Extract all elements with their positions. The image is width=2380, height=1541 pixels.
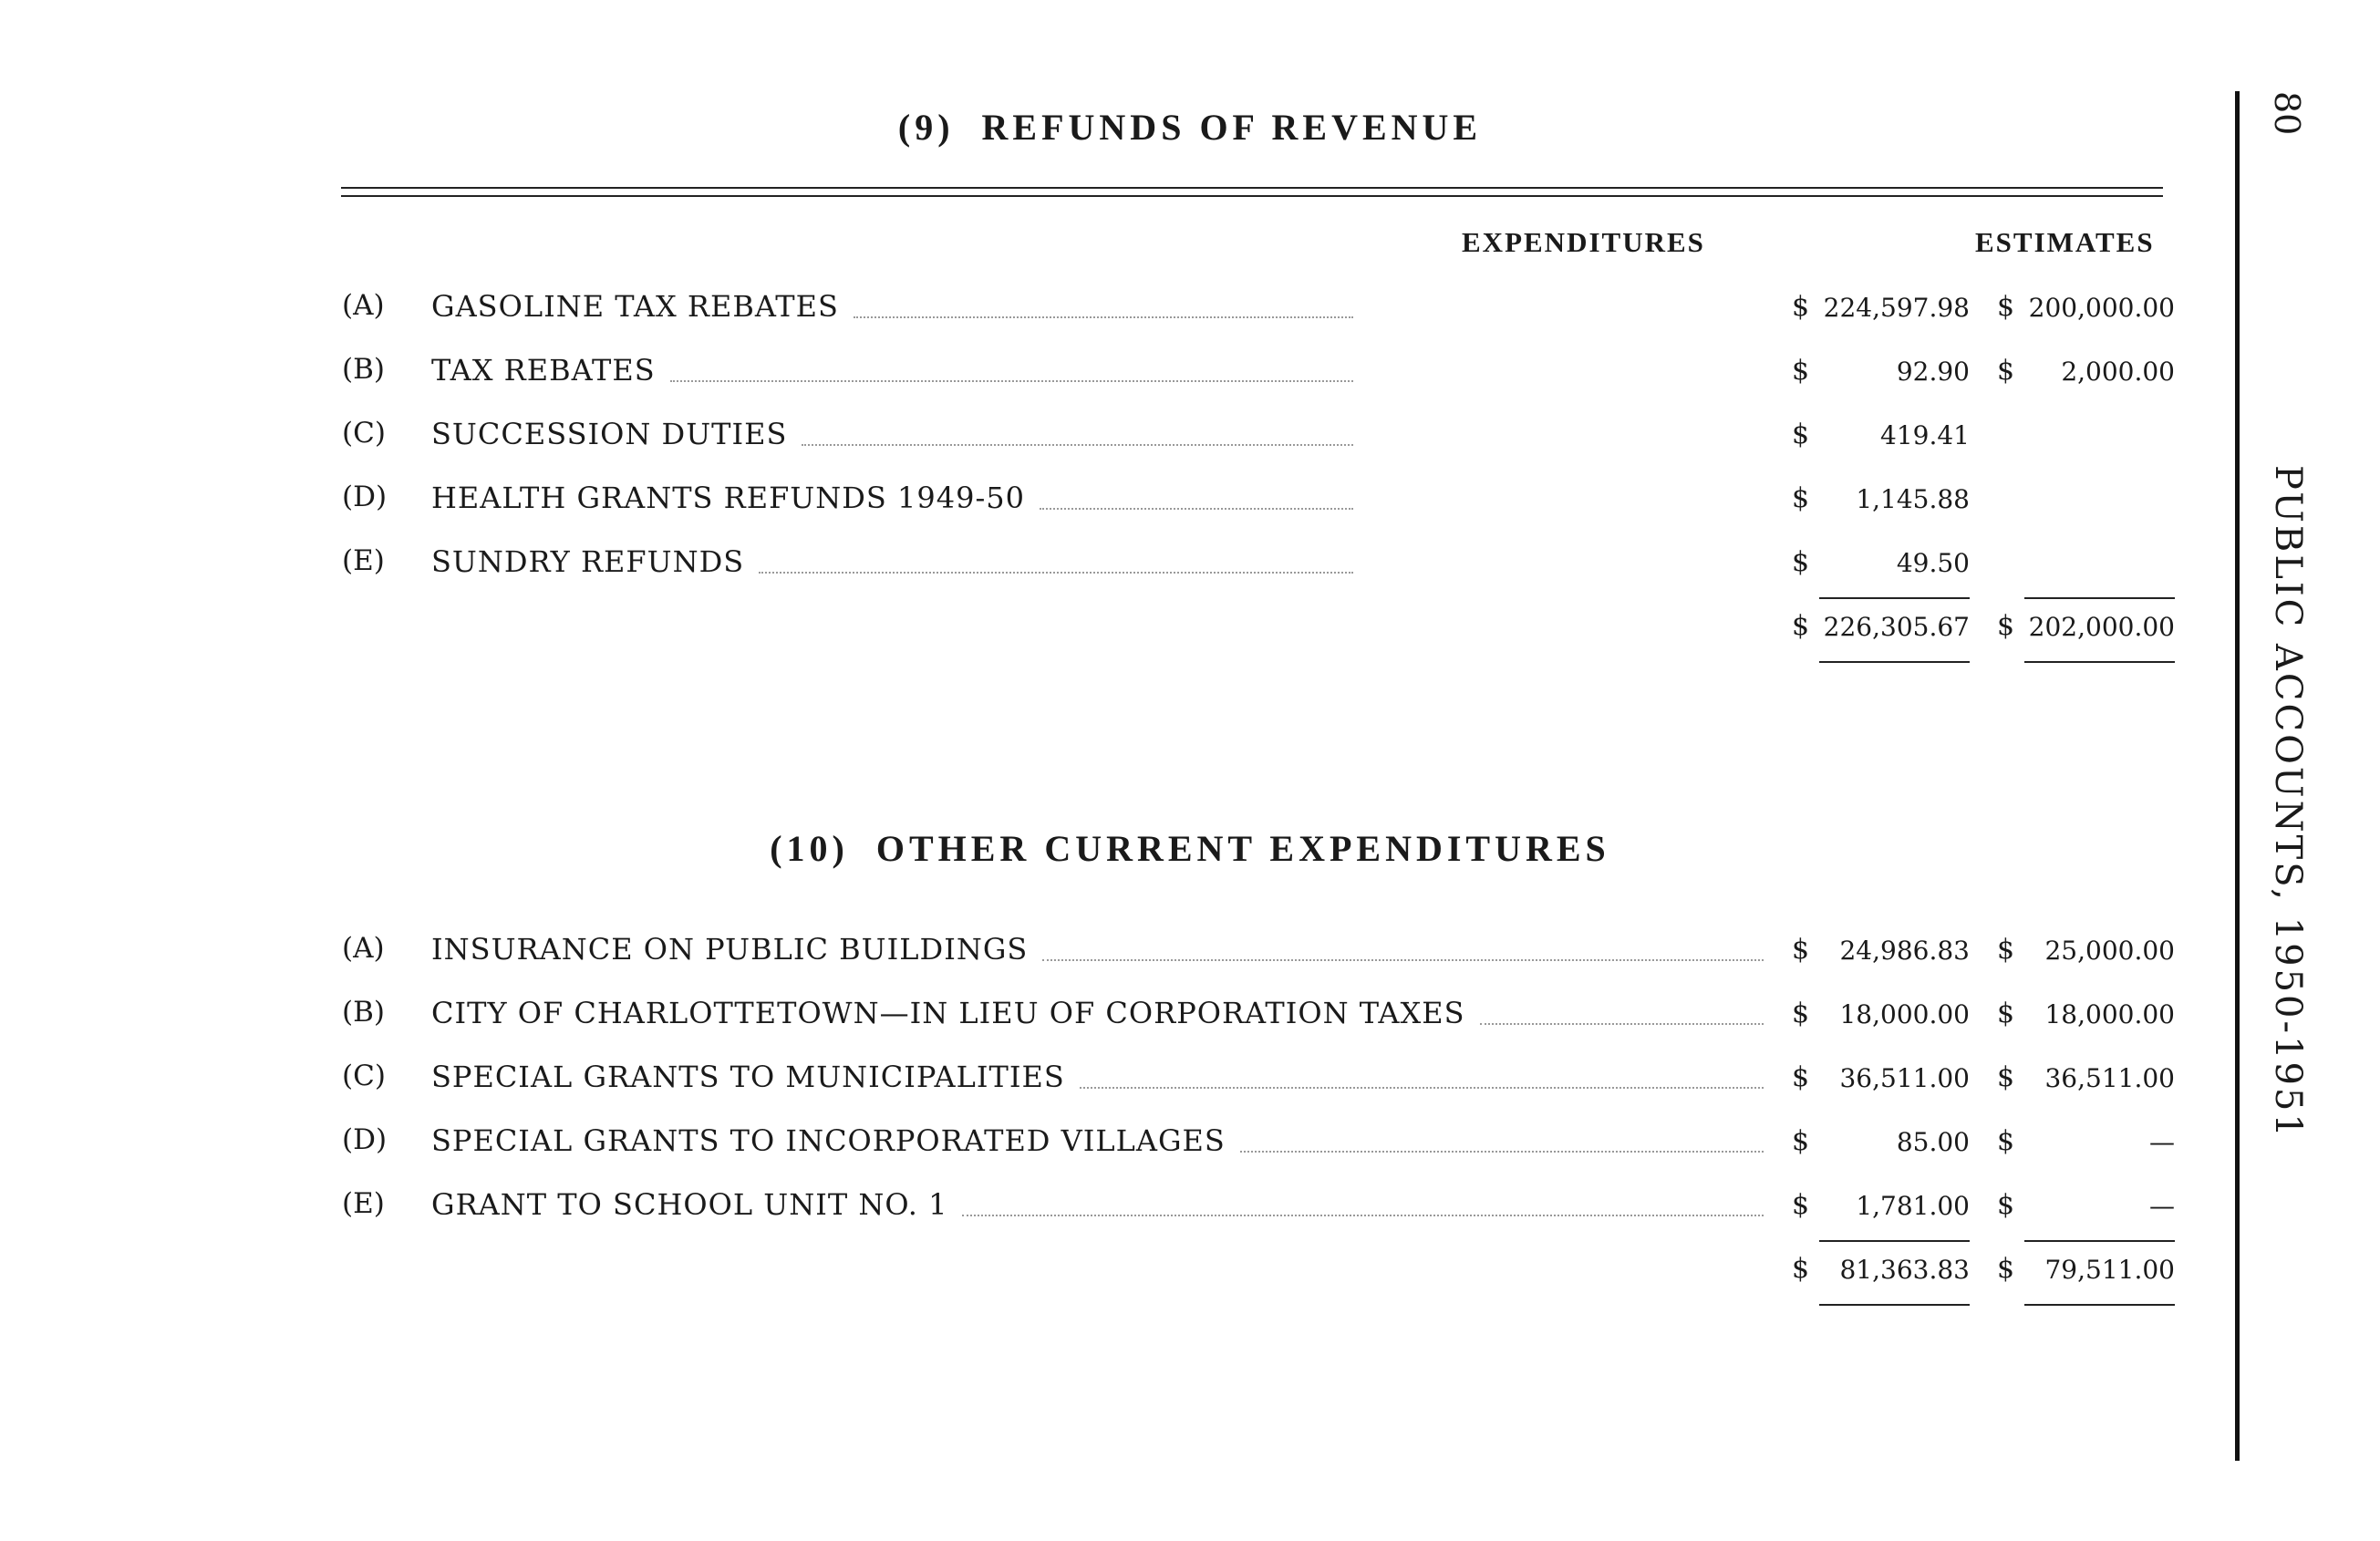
estimate-amount: 25,000.00	[2044, 936, 2175, 966]
dollar-sign: $	[1997, 1253, 2015, 1285]
dollar-sign: $	[1997, 291, 2015, 323]
subtotal-rule	[2024, 597, 2175, 599]
row-letter: (B)	[342, 353, 385, 386]
row-label: GRANT TO SCHOOL UNIT NO. 1	[431, 1187, 948, 1222]
dollar-sign: $	[1997, 1125, 2015, 1157]
row-label: INSURANCE ON PUBLIC BUILDINGS	[431, 932, 1029, 967]
estimate-amount: 18,000.00	[2044, 999, 2175, 1029]
row-letter: (C)	[342, 417, 386, 450]
dot-leader	[1240, 1151, 1764, 1153]
total-expenditure: 226,305.67	[1823, 612, 1970, 642]
table-row	[0, 1187, 2380, 1233]
total-expenditure: 81,363.83	[1839, 1255, 1970, 1285]
subtotal-rule	[2024, 1240, 2175, 1242]
dollar-sign: $	[1997, 1189, 2015, 1221]
estimate-amount: 200,000.00	[2028, 293, 2175, 323]
estimate-amount: —	[2149, 1191, 2175, 1221]
total-estimate: 79,511.00	[2044, 1255, 2175, 1285]
dollar-sign: $	[1792, 546, 1810, 578]
total-rule	[1819, 661, 1970, 663]
row-label: GASOLINE TAX REBATES	[431, 289, 839, 324]
table-row	[0, 417, 2380, 462]
expenditure-amount: 419.41	[1880, 420, 1970, 450]
dollar-sign: $	[1792, 1061, 1810, 1093]
double-rule-top	[341, 187, 2163, 189]
dollar-sign: $	[1997, 934, 2015, 966]
expenditure-amount: 49.50	[1896, 548, 1970, 578]
row-letter: (D)	[342, 1123, 388, 1156]
dot-leader	[802, 444, 1353, 446]
row-letter: (D)	[342, 481, 388, 513]
expenditure-amount: 224,597.98	[1823, 293, 1970, 323]
subtotal-rule	[1819, 597, 1970, 599]
total-estimate: 202,000.00	[2028, 612, 2175, 642]
dollar-sign: $	[1997, 1061, 2015, 1093]
estimates-header: ESTIMATES	[1975, 226, 2155, 258]
row-label: SUCCESSION DUTIES	[431, 417, 788, 451]
row-letter: (E)	[342, 544, 385, 577]
dot-leader	[1480, 1023, 1764, 1025]
table-row	[0, 932, 2380, 977]
expenditure-amount: 18,000.00	[1839, 999, 1970, 1029]
expenditure-amount: 92.90	[1896, 357, 1970, 387]
row-label: SUNDRY REFUNDS	[431, 544, 745, 579]
row-label: HEALTH GRANTS REFUNDS 1949-50	[431, 481, 1025, 515]
row-label: CITY OF CHARLOTTETOWN—IN LIEU OF CORPORATION TAXES	[431, 996, 1465, 1030]
row-letter: (A)	[342, 932, 385, 965]
margin-rule	[2235, 91, 2240, 1461]
dot-leader	[854, 316, 1353, 318]
dollar-sign: $	[1792, 1189, 1810, 1221]
table-row	[0, 1123, 2380, 1169]
dot-leader	[759, 572, 1353, 574]
table-row	[0, 289, 2380, 335]
dot-leader	[670, 380, 1353, 382]
row-letter: (E)	[342, 1187, 385, 1220]
running-title: PUBLIC ACCOUNTS, 1950-1951	[2267, 465, 2309, 1140]
expenditure-amount: 1,781.00	[1856, 1191, 1970, 1221]
row-letter: (B)	[342, 996, 385, 1029]
dollar-sign: $	[1997, 355, 2015, 387]
total-rule	[2024, 1304, 2175, 1306]
dollar-sign: $	[1792, 1253, 1810, 1285]
expenditure-amount: 1,145.88	[1856, 484, 1970, 514]
dollar-sign: $	[1792, 355, 1810, 387]
expenditures-header: EXPENDITURES	[1462, 226, 1705, 258]
dollar-sign: $	[1792, 482, 1810, 514]
row-letter: (A)	[342, 289, 385, 322]
dollar-sign: $	[1997, 998, 2015, 1029]
table-row	[0, 996, 2380, 1041]
dot-leader	[962, 1215, 1764, 1216]
total-rule	[1819, 1304, 1970, 1306]
estimate-amount: 2,000.00	[2061, 357, 2175, 387]
dot-leader	[1080, 1087, 1764, 1089]
row-label: TAX REBATES	[431, 353, 656, 388]
row-label: SPECIAL GRANTS TO INCORPORATED VILLAGES	[431, 1123, 1226, 1158]
dollar-sign: $	[1792, 998, 1810, 1029]
total-row	[0, 608, 2380, 654]
table-row	[0, 353, 2380, 398]
dollar-sign: $	[1792, 934, 1810, 966]
row-label: SPECIAL GRANTS TO MUNICIPALITIES	[431, 1060, 1065, 1094]
section-heading: (9) REFUNDS OF REVENUE	[897, 107, 1483, 148]
dot-leader	[1040, 508, 1353, 510]
table-row	[0, 481, 2380, 526]
expenditure-amount: 85.00	[1896, 1127, 1970, 1157]
dollar-sign: $	[1792, 610, 1810, 642]
dot-leader	[1042, 959, 1764, 961]
dollar-sign: $	[1997, 610, 2015, 642]
dollar-sign: $	[1792, 419, 1810, 450]
table-row	[0, 1060, 2380, 1105]
section-heading: (10) OTHER CURRENT EXPENDITURES	[770, 828, 1610, 869]
row-letter: (C)	[342, 1060, 386, 1092]
expenditure-amount: 36,511.00	[1839, 1063, 1970, 1093]
dollar-sign: $	[1792, 291, 1810, 323]
expenditure-amount: 24,986.83	[1839, 936, 1970, 966]
total-row	[0, 1251, 2380, 1297]
estimate-amount: 36,511.00	[2044, 1063, 2175, 1093]
table-row	[0, 544, 2380, 590]
estimate-amount: —	[2149, 1127, 2175, 1157]
double-rule-bottom	[341, 195, 2163, 197]
subtotal-rule	[1819, 1240, 1970, 1242]
page-number: 80	[2267, 91, 2307, 136]
total-rule	[2024, 661, 2175, 663]
dollar-sign: $	[1792, 1125, 1810, 1157]
